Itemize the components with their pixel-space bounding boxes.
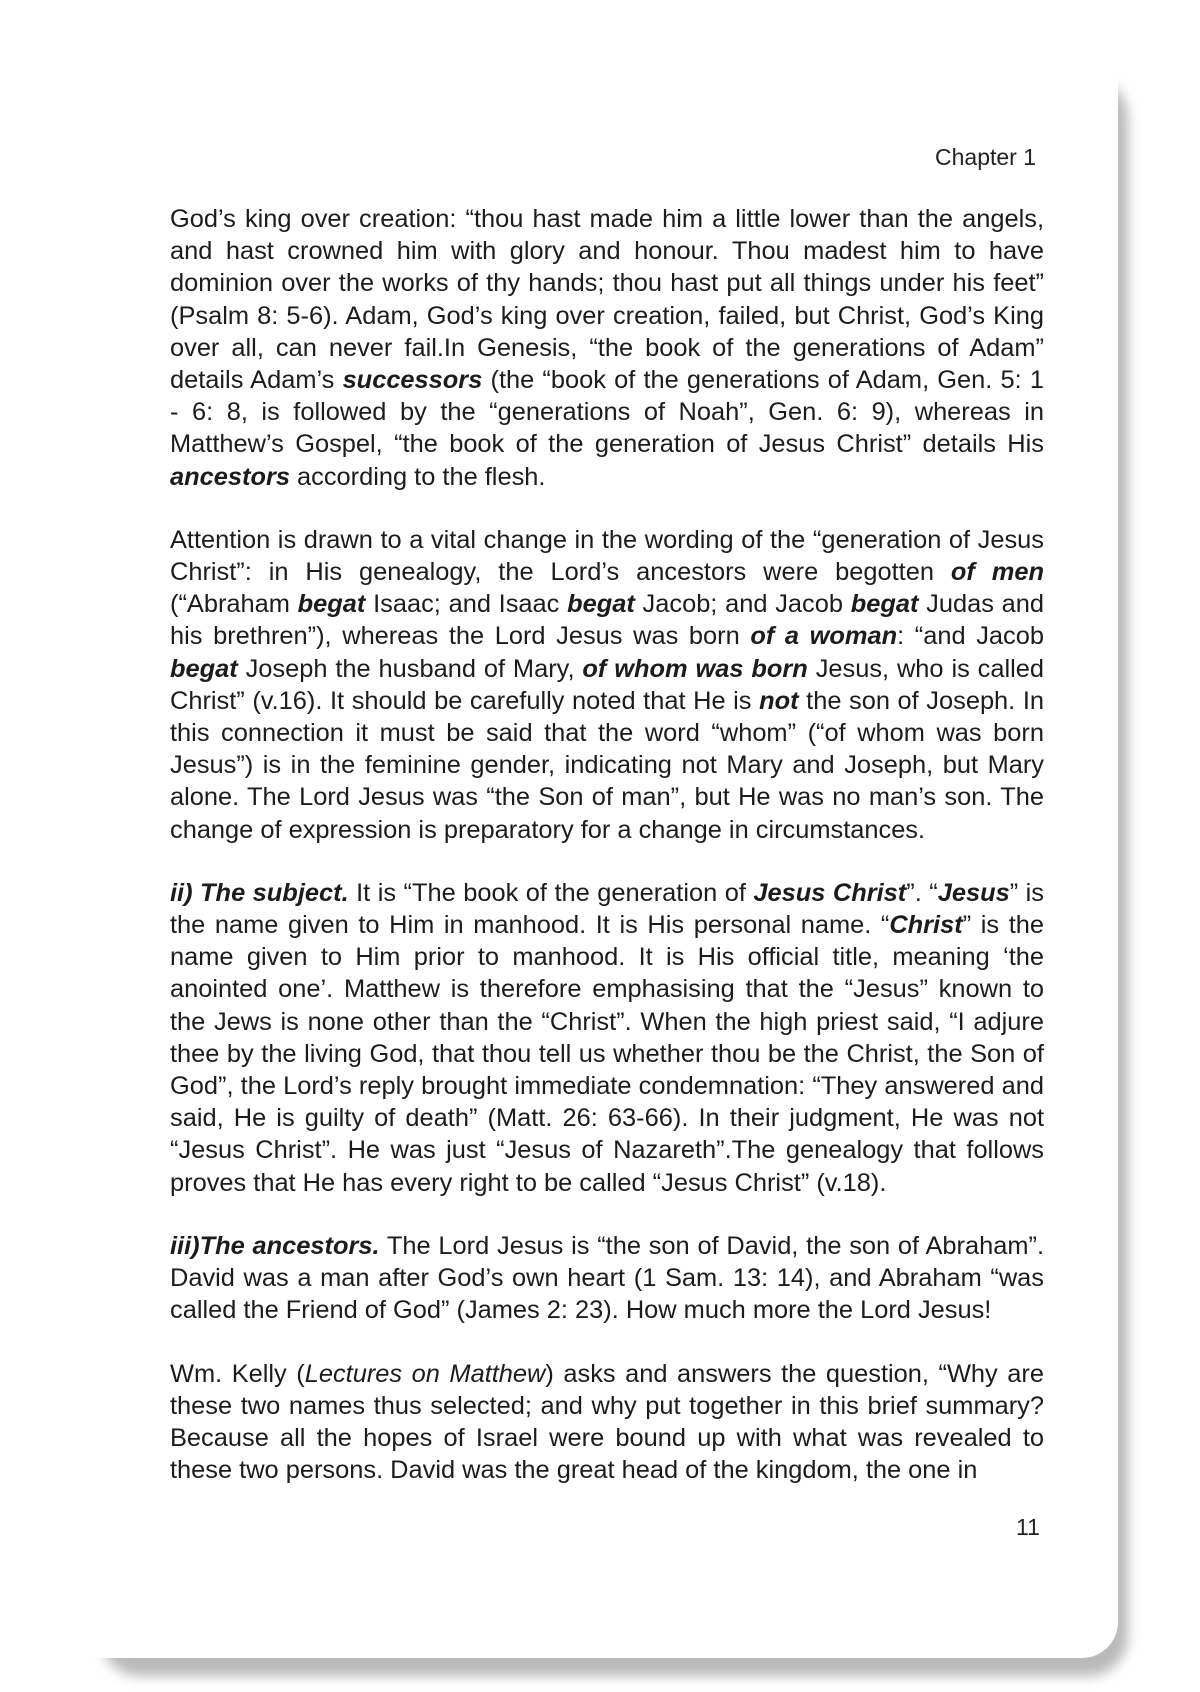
text-run: It is “The book of the generation of xyxy=(348,878,754,907)
text-run: ” is the name given to Him prior to manhood. It is His official title, meaning ‘the anointed one’. Matthew is therefore emphasising that the “Jesus” known to the Jews is none other than the “Christ”. When the high priest said, “I adjure thee by the living God, that thou tell us whether thou be the Christ, the Son of God”, the Lord’s reply brought immediate condemnation: “They answered and said, He is guilty of death” (Matt. 26: 63-66). In their judgment, He was not “Jesus Christ”. He was just “Jesus of Nazareth”.The genealogy that follows proves that He has every right to be called “Jesus Christ” (v.18). xyxy=(170,911,1044,1197)
emphasis-run: of men xyxy=(950,558,1045,587)
emphasis-run: successors xyxy=(342,366,483,395)
emphasis-run: of whom was born xyxy=(582,654,808,683)
book-title-run: Lectures on Matthew xyxy=(304,1359,546,1388)
text-run: according to the flesh. xyxy=(289,462,546,491)
text-run: Jacob; and Jacob xyxy=(634,590,851,619)
text-run: Attention is drawn to a vital change in the wording of the “generation of Jesus Christ”: in His genealogy, the Lord’s ancestors were begotten xyxy=(170,525,1044,587)
text-run: : “and Jacob xyxy=(897,622,1044,651)
emphasis-run: begat xyxy=(567,590,635,619)
body-text xyxy=(170,203,1044,1517)
text-run: Isaac; and Isaac xyxy=(365,590,568,619)
text-run: Jesus, who is called Christ” (v.16). It should be carefully noted that He is xyxy=(170,654,1045,715)
text-run: ) asks and answers the question, “Why are these two names thus selected; and why put together in this brief summary? Because all the hopes of Israel were bound up with what was revealed to these two persons. David was the great head of the kingdom, the one in xyxy=(170,1359,1044,1485)
text-run: (“Abraham xyxy=(170,590,298,619)
text-run: The Lord Jesus is “the son of David, the son of Abraham”. David was a man after God’s own heart (1 Sam. 13: 14), and Abraham “was called the Friend of God” (James 2: 23). How much more the Lord Jesus! xyxy=(170,1231,1045,1325)
emphasis-run: Christ xyxy=(889,911,963,940)
text-run: Wm. Kelly ( xyxy=(170,1359,305,1388)
running-head: Chapter 1 xyxy=(935,144,1037,170)
text-run: Joseph the husband of Mary, xyxy=(237,654,583,683)
section-heading-run: ii) The subject. xyxy=(170,878,349,907)
emphasis-run: Jesus xyxy=(937,878,1010,907)
text-run: ”. “ xyxy=(906,878,938,907)
emphasis-run: begat xyxy=(297,590,366,619)
text-run: ” is the name given to Him in manhood. It is His personal name. “ xyxy=(170,878,1044,940)
emphasis-run: not xyxy=(759,686,799,715)
paragraph xyxy=(170,1230,1044,1327)
emphasis-run: begat xyxy=(170,654,238,683)
text-run: the son of Joseph. In this connection it must be said that the word “whom” (“of whom was born Jesus”) is in the feminine gender, indicating not Mary and Joseph, but Mary alone. The Lord Jesus was “the Son of man”, but He was no man’s son. The change of expression is preparatory for a change in circumstances. xyxy=(170,686,1044,844)
text-run: (the “book of the generations of Adam, Gen. 5: 1 - 6: 8, is followed by the “generations of Noah”, Gen. 6: 9), whereas in Matthew’s Gospel, “the book of the generation of Jesus Christ” details His xyxy=(170,366,1044,459)
paragraph xyxy=(170,524,1044,846)
text-run: God’s king over creation: “thou hast made him a little lower than the angels, and hast crowned him with glory and honour. Thou madest him to have dominion over the works of thy hands; thou hast put all things under his feet” (Psalm 8: 5-6). Adam, God’s king over creation, failed, but Christ, God’s King over all, can never fail.In Genesis, “the book of the generations of Adam” details Adam’s xyxy=(170,205,1044,395)
emphasis-run: Jesus Christ xyxy=(753,878,907,907)
page-number: 11 xyxy=(1016,1514,1040,1540)
emphasis-run: ancestors xyxy=(170,462,290,491)
text-run: Judas and his brethren”), whereas the Lord Jesus was born xyxy=(170,590,1044,651)
paragraph xyxy=(170,1358,1044,1487)
paragraph xyxy=(170,877,1044,1199)
emphasis-run: of a woman xyxy=(750,622,898,651)
section-heading-run: iii)The ancestors. xyxy=(170,1231,380,1260)
paragraph xyxy=(170,203,1044,493)
emphasis-run: begat xyxy=(850,590,919,619)
